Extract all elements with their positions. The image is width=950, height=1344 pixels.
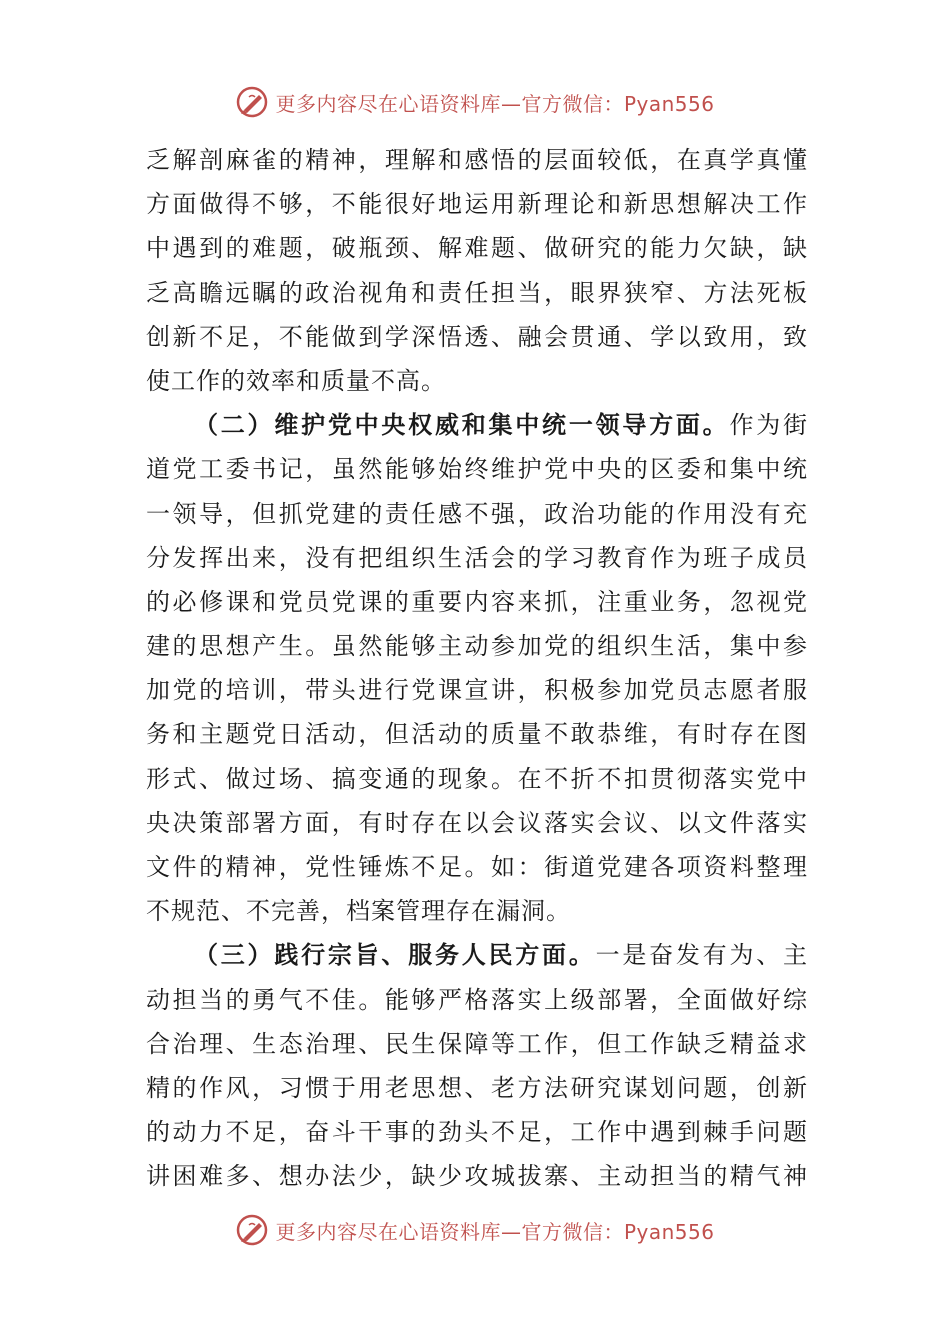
text-line: 乏高瞻远瞩的政治视角和责任担当，眼界狭窄、方法死板 [146,278,808,307]
section-heading: （三）践行宗旨、服务人民方面。 [194,940,596,970]
section-heading-line: （二）维护党中央权威和集中统一领导方面。作为街 [194,410,808,440]
text-line: 精的作风，习惯于用老思想、老方法研究谋划问题，创新 [146,1073,808,1102]
text-line: 方面做得不够，不能很好地运用新理论和新思想解决工作 [146,190,808,219]
text-line: 建的思想产生。虽然能够主动参加党的组织生活，集中参 [146,632,808,661]
pen-logo-icon [235,85,269,119]
text-line: 加党的培训，带头进行党课宣讲，积极参加党员志愿者服 [146,676,808,705]
document-body [146,138,808,1199]
watermark-text: 更多内容尽在心语资料库—官方微信：Pyan556 [275,1219,715,1244]
footer-watermark [0,1212,950,1248]
text-line: 央决策部署方面，有时存在以会议落实会议、以文件落实 [146,808,808,837]
text-line: 的动力不足，奋斗干事的劲头不足，工作中遇到棘手问题 [146,1118,808,1147]
text-line: 不规范、不完善，档案管理存在漏洞。 [146,897,571,926]
text-line: 道党工委书记，虽然能够始终维护党中央的区委和集中统 [146,455,808,484]
text-line: 分发挥出来，没有把组织生活会的学习教育作为班子成员 [146,543,808,572]
text-line: 讲困难多、想办法少，缺少攻城拔寨、主动担当的精气神 [146,1162,808,1191]
text-line: 创新不足，不能做到学深悟透、融会贯通、学以致用，致 [146,322,808,351]
text-line: 文件的精神，党性锤炼不足。如：街道党建各项资料整理 [146,853,808,881]
text-line: 一领导，但抓党建的责任感不强，政治功能的作用没有充 [146,499,808,528]
text-line: 使工作的效率和质量不高。 [146,366,446,395]
header-watermark [0,84,950,120]
text-line: 中遇到的难题，破瓶颈、解难题、做研究的能力欠缺，缺 [146,234,808,263]
text-line: 的必修课和党员党课的重要内容来抓，注重业务，忽视党 [146,587,808,616]
text-line: 合治理、生态治理、民生保障等工作，但工作缺乏精益求 [146,1029,808,1058]
text-line: 务和主题党日活动，但活动的质量不敢恭维，有时存在图 [146,720,808,749]
section-heading-line: （三）践行宗旨、服务人民方面。一是奋发有为、主 [194,940,809,970]
text-line: 乏解剖麻雀的精神，理解和感悟的层面较低，在真学真懂 [146,146,808,174]
pen-logo-icon [235,1213,269,1247]
text-line: 动担当的勇气不佳。能够严格落实上级部署，全面做好综 [146,985,808,1014]
text-line: 形式、做过场、搞变通的现象。在不折不扣贯彻落实党中 [146,764,808,793]
section-heading: （二）维护党中央权威和集中统一领导方面。 [194,410,730,440]
watermark-text: 更多内容尽在心语资料库—官方微信：Pyan556 [275,91,715,116]
